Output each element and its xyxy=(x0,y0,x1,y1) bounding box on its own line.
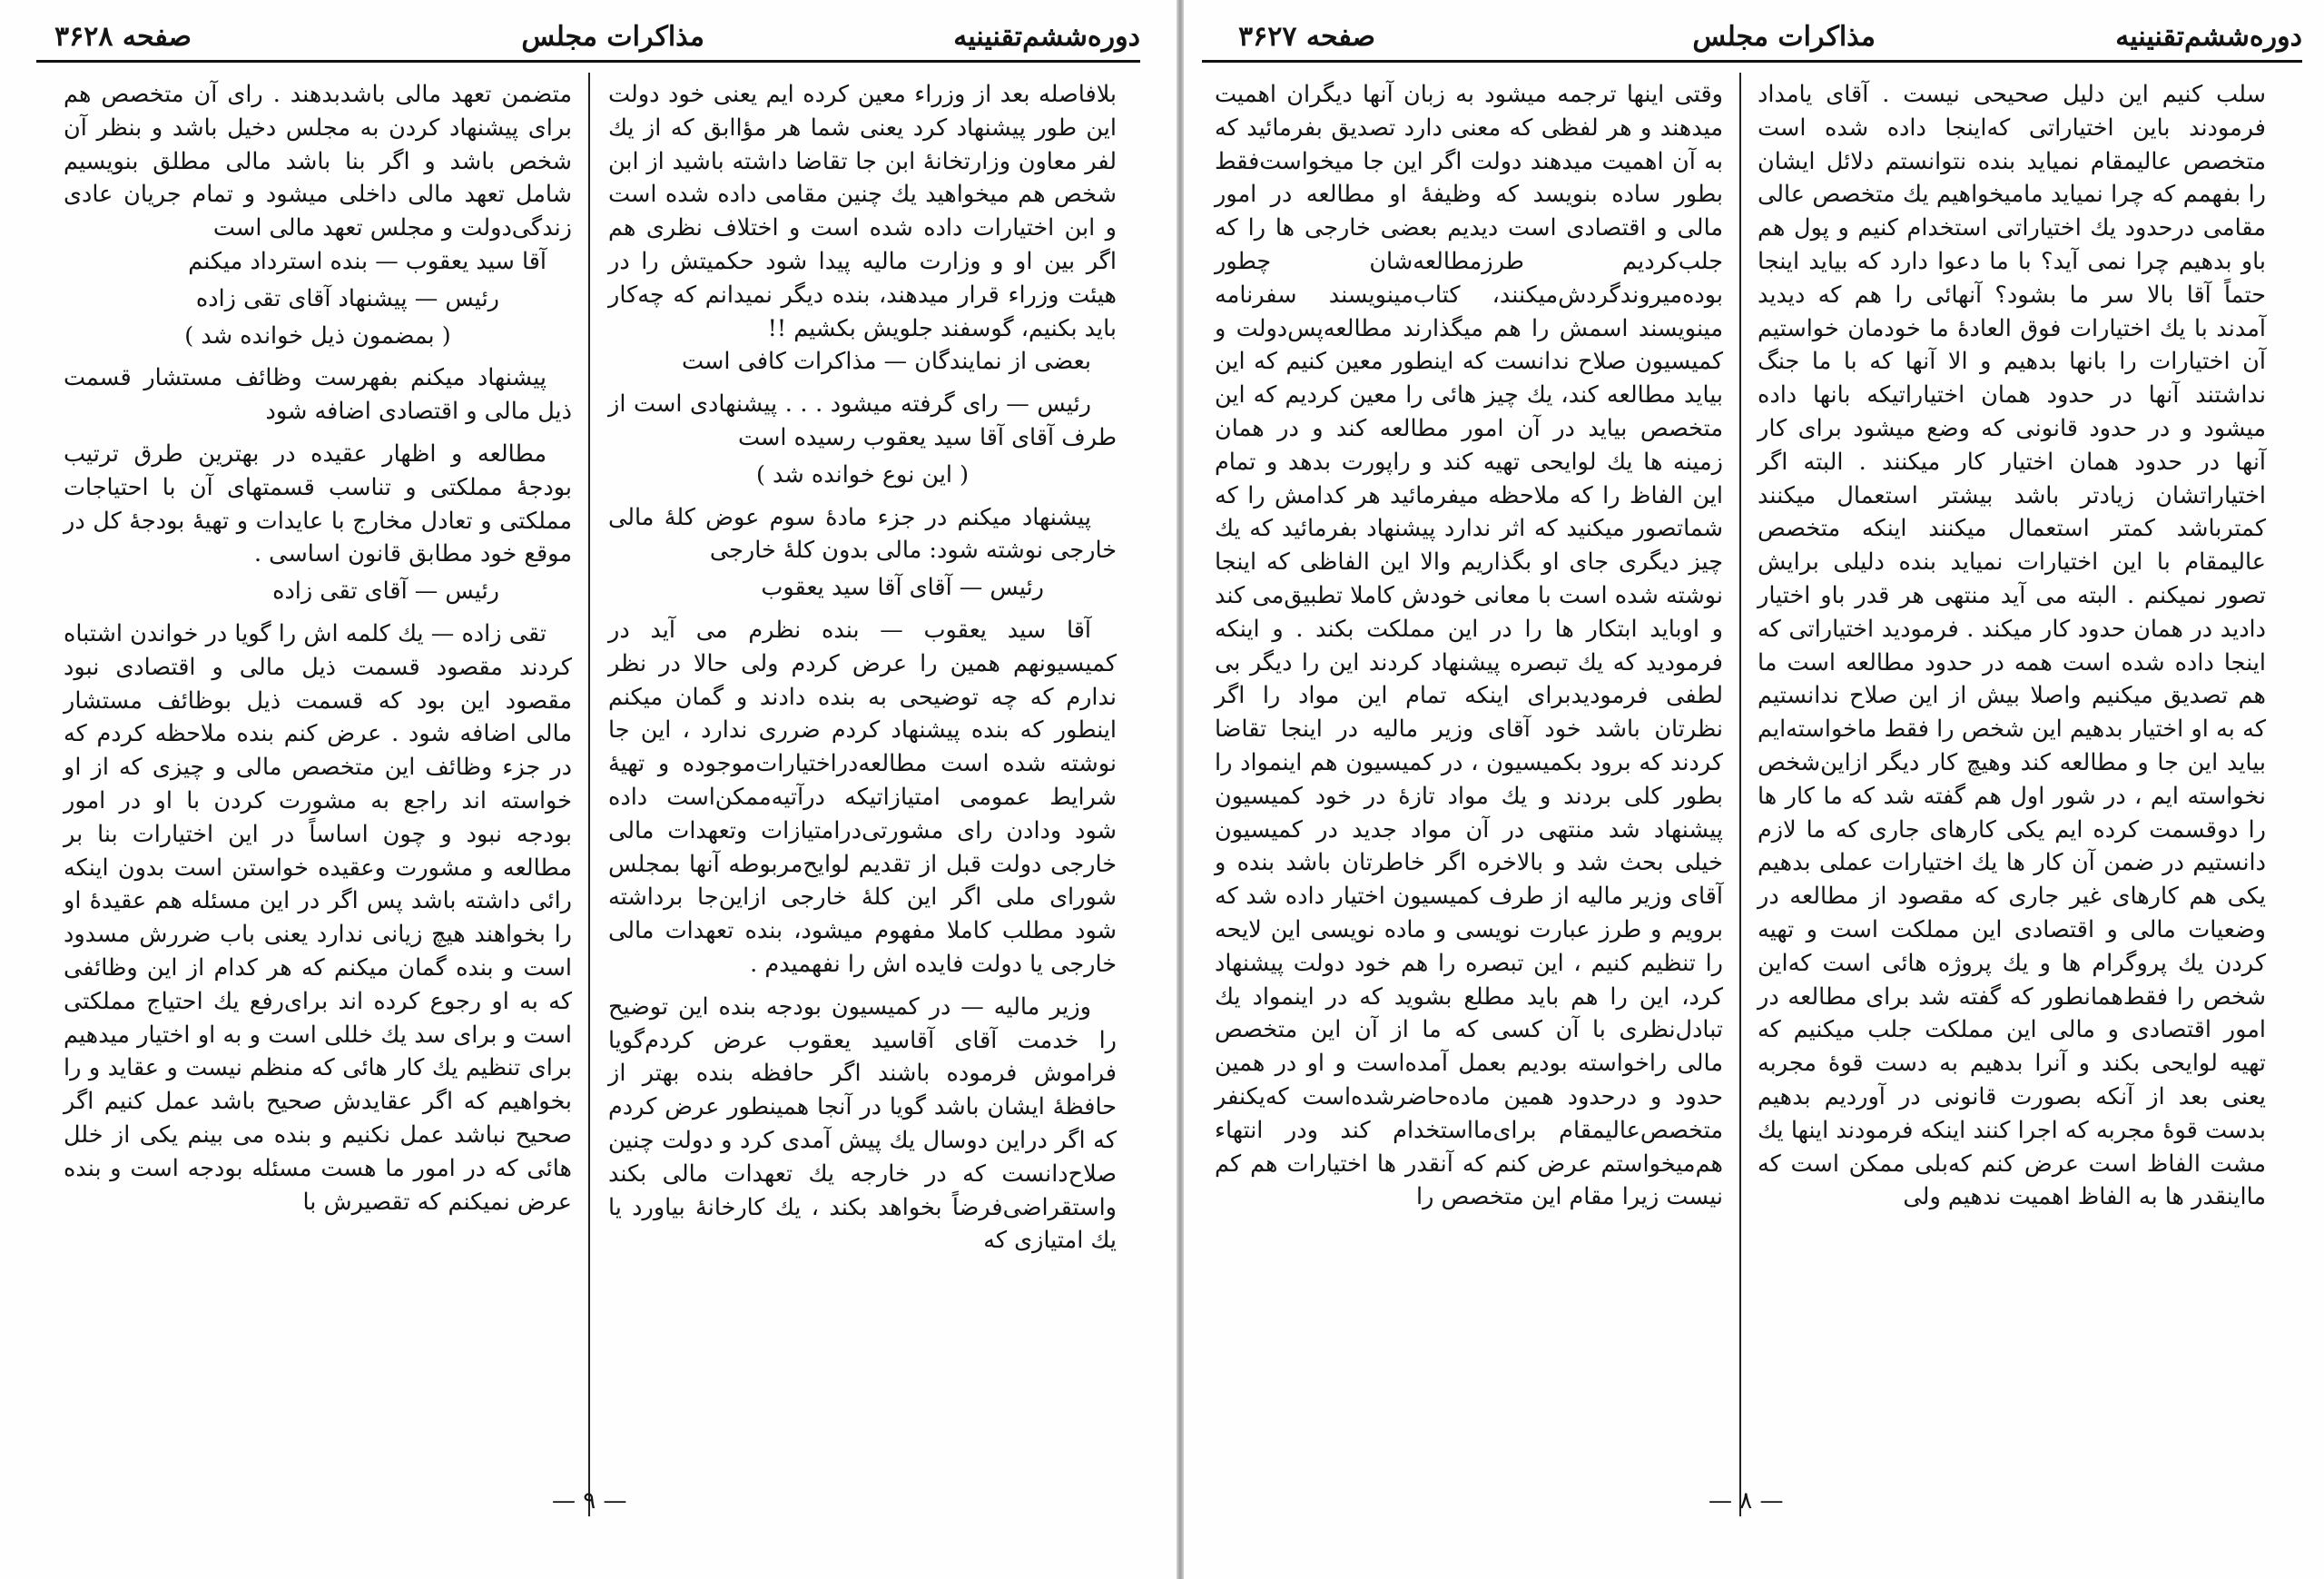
paragraph: رئیس — آقای آقا سید یعقوب xyxy=(761,574,1044,602)
header-rule xyxy=(1202,60,2302,63)
paragraph: متضمن تعهد مالی باشد‌بدهند . رای آن متخصص هم برای پیشنهاد کردن به مجلس دخیل باشد و بنظر آن شخص باشد و اگر بنا باشد مالی مطلق بنویسیم شامل تعهد مالی داخلی میشود و تمام جریان عادی زندگی‌دولت و مجلس تعهد مالی است xyxy=(64,81,572,242)
header-title: مذاکرات مجلس xyxy=(521,21,704,53)
header-period: دوره‌ششم‌تقنینیه xyxy=(2115,21,2302,53)
paragraph: رئیس — آقای تقی زاده xyxy=(272,577,499,606)
header-page-number: صفحه ۳۶۲۷ xyxy=(1238,21,1375,53)
column-left xyxy=(64,78,572,1219)
column-divider xyxy=(588,73,590,1516)
page-footer: — ۹ — xyxy=(552,1487,627,1515)
header-period: دوره‌ششم‌تقنینیه xyxy=(953,21,1140,53)
header-rule xyxy=(36,60,1140,63)
header-page-number: صفحه ۳۶۲۸ xyxy=(54,21,192,53)
paragraph: بلافاصله بعد از وزراء معین کرده ایم یعنی خود دولت این طور پیشنهاد کرد یعنی شما هر مؤاابق که از یك لفر معاون وزارتخانهٔ ابن جا تقاضا داشته باشید از ابن شخص هم میخواهید یك چنین مقامی داده شده است و ابن اختیارات داده شده است و اختلاف نظری هم اگر بین او و وزارت مالیه پیدا شود حکمیتش را در هیئت وزراء قرار میدهند، بنده دیگر نمیدانم که چه‌کار باید بکنیم، گوسفند جلویش بکشیم !! xyxy=(608,81,1118,342)
column-right xyxy=(1758,78,2266,1214)
paragraph: ( این نوع خوانده شد ) xyxy=(755,460,970,489)
paragraph: پیشنهاد میکنم در جزء مادهٔ سوم عوض کلهٔ مالی خارجی نوشته شود: مالی بدون کلهٔ خارجی xyxy=(608,503,1117,565)
book-gutter xyxy=(1177,0,1184,1579)
column-right xyxy=(608,78,1117,1258)
paragraph: رئیس — پیشنهاد آقای تقی زاده xyxy=(195,284,499,312)
page-header xyxy=(1202,16,2302,58)
page-header xyxy=(36,16,1140,58)
paragraph: بعضی از نمایندگان — مذاکرات کافی است xyxy=(682,348,1091,376)
paragraph: پیشنهاد میکنم بفهرست وظائف مستشار قسمت ذیل مالی و اقتصادی اضافه شود xyxy=(64,364,572,426)
paragraph: مطالعه و اظهار عقیده در بهترین طرق ترتیب بودجهٔ مملکتی و تناسب قسمتهای آن با احتیاجات مملکتی و تعادل مخارج با عایدات و تهیهٔ بودجهٔ کل در موقع خود مطابق قانون اساسی . xyxy=(64,439,572,568)
paragraph: وقتی اینها ترجمه میشود به زبان آنها دیگران اهمیت میدهند و هر لفظی که معنی دارد تصدیق بفرمائید که به آن اهمیت میدهند دولت اگر این جا میخواست‌فقط بطور ساده بنویسد که وظیفهٔ او مطالعه در امور مالی و اقتصادی است دیدیم بعضی خارجی ها را که جلب‌کردیم طرزمطالعه‌شان چطور بوده‌میروندگردش‌میکنند، کتاب‌مینویسند سفرنامه مینویسند اسمش را هم میگذارند مطالعه‌پس‌دولت و کمیسیون صلاح ندانست که اینطور معین کنیم که این بیاید مطالعه کند، یك چیز هائی را معین کردیم که این متخصص بیاید در آن امور مطالعه کند و در همان زمینه ها یك لوایحی تهیه کند و راپورت بدهد و تمام این الفاظ را که ملاحظه میفرمائید هر کدامش را که شما‌تصور میکنید که اثر ندارد پیشنهاد بفرمائید که یك چیز دیگری جای او بگذاریم والا این الفاظی که اینجا نوشته شده است با معانی خودش کاملا تطبیق‌می کند و اوباید ابتکار ها را در این مملکت بکند . و اینکه فرمودید که یك تبصره پیشنهاد کردند این را دیگر بی لطفی فرمودید‌برای اینکه تمام این مواد را اگر نظر‌تان باشد خود آقای وزیر مالیه در اینجا تقاضا کردند که برود بکمیسیون ، در کمیسیون هم اینمواد را بطور کلی بردند و یك مواد تازهٔ در خود کمیسیون پیشنهاد شد منتهی در آن مواد جدید در کمیسیون خیلی بحث شد و بالاخره اگر خاطرتان باشد بنده و آقای وزیر مالیه از طرف کمیسیون اختیار داده شد که برویم و طرز عبارت نویسی و ماده نویسی این لایحه را تنظیم کنیم ، این تبصره را هم خود دولت پیشنهاد کرد، این را هم باید مطلع بشوید که در اینمواد یك تبادل‌نظری با آن کسی که ما از آن این متخصص مالی را‌خواسته بودیم بعمل آمده‌است و او در همین حدود و درحدود همین ماده‌حاضرشده‌است که‌یکنفر متخصص‌عالیمقام برای‌مااستخدام کند ودر انتهاء هم‌میخواستم عرض کنم که آنقدر ها اختیارات هم کم نیست زیرا مقام این متخصص را xyxy=(1215,81,1723,1211)
paragraph: آقا سید یعقوب — بنده استرداد میکنم xyxy=(188,247,547,275)
column-left xyxy=(1215,78,1723,1214)
paragraph: وزیر مالیه — در کمیسیون بودجه بنده این توضیح را خدمت آقای آقاسید یعقوب عرض کردم‌گویا فراموش فرموده باشند اگر حافظه بنده بهتر از حافظهٔ ایشان باشد گویا در آنجا همینطور عرض کردم که اگر دراین دوسال یك پیش آمدی کرد و دولت چنین صلاح‌دانست که در خارجه یك تعهدات مالی بکند واستقراضی‌فرضاً بخواهد بکند ، یك کارخانهٔ بیاورد یا یك امتیازی که xyxy=(608,992,1117,1255)
right-page xyxy=(1184,0,2324,1579)
paragraph: ( بمضمون ذیل خوانده شد ) xyxy=(184,321,451,350)
paragraph: رئیس — رای گرفته میشود . . . پیشنهادی است از طرف آقای آقا سید یعقوب رسیده است xyxy=(608,390,1117,451)
paragraph: تقی زاده — یك کلمه اش را گویا در خواندن اشتباه کردند مقصود قسمت ذیل مالی و اقتصادی نبود مقصود این بود که قسمت ذیل بوظائف مستشار مالی اضافه شود . عرض کنم بنده ملاحظه کردم که در جزء وظائف این متخصص مالی و چیزی که از او خواسته اند راجع به مشورت کردن با او در امور بودجه نبود و چون اساساً در این اختیارات بنا بر مطالعه و مشورت وعقیده خواستن است بدون اینکه رائی داشته باشد پس اگر در این مسئله هم عقیدهٔ او را بخواهند هیچ زیانی ندارد یعنی باب ضررش مسدود است و بنده گمان میکنم که هر کدام از این وظائفی که به او رجوع کرده اند برای‌رفع یك احتیاج مملکتی است و برای سد یك خللی است و به او اختیار میدهیم برای تنظیم یك کار هائی که منظم نیست و عقاید و را بخواهیم که اگر عقایدش صحیح باشد عمل کنیم اگر صحیح نباشد عمل نکنیم و بنده می بینم یکی از خلل هائی که در امور ما هست مسئله بودجه است و بنده عرض نمیکنم که تقصیرش با xyxy=(64,619,572,1216)
header-title: مذاکرات مجلس xyxy=(1692,21,1876,53)
paragraph: سلب کنیم این دلیل صحیحی نیست . آقای یامداد فرمودند باین اختیاراتی که‌اینجا داده شده است متخصص عالیمقام نمیاید بنده نتوانستم دلائل ایشان را بفهمم که چرا نمیاید مامیخواهیم یك متخصص عالی مقامی درحدود یك اختیاراتی استخدام کنیم و پول هم باو بدهیم چرا نمی آید؟ با ما دعوا دارد که بیاید اینجا حتماً آقا بالا سر ما بشود؟ آنهائی را هم که دیدید آمدند با یك اختیارات فوق العادهٔ ما خودمان خواستیم آن اختیارات را بانها بدهیم و الا آنها که با ما جنگ نداشتند آنها در حدود همان اختیاراتیکه بانها داده میشود و در حدود قانونی که وضع میشود برای کار آنها در حدود همان اختیار کار میکنند . البته اگر اختیاراتشان زیادتر باشد بیشتر استعمال میکنند کمترباشد کمتر استعمال میکنند اینکه متخصص عالیمقام با این اختیارات نمیاید بنده دلیلی برایش تصور نمیکنم . البته می آید منتهی هر قدر باو اختیار دادید در همان حدود کار میکند . فرمودید اختیاراتی که اینجا داده شده است همه در حدود مطالعه است ما هم تصدیق میکنیم واصلا بیش از این صلاح ندانستیم که به او اختیار بدهیم این شخص را فقط ماخواسته‌ایم بیاید این جا و مطالعه کند وهیچ کار دیگر ازاین‌شخص نخواسته ایم ، در شور اول هم گفته شد که ما کار ها را دوقسمت کرده ایم یکی کارهای جاری که ما لازم دانستیم در ضمن آن کار ها یك اختیارات عملی بدهیم یکی هم کارهای غیر جاری که مقصود از مطالعه در وضعیات مالی و اقتصادی این مملکت است و تهیه کردن یك پروگرام ها و یك پروژه هائی است که‌این شخص را فقط‌همانطور که گفته شد برای مطالعه در امور اقتصادی و مالی این مملکت جلب میکنیم که تهیه لوایحی بکند و آنرا بدهیم به دست قوهٔ مجربه یعنی بعد از آنکه بصورت قانونی در آوردیم بدهیم بدست قوهٔ مجربه که اجرا کنند اینکه فرمودند اینها یك مشت الفاظ است عرض کنم که‌بلی ممکن است که ما‌اینقدر ها به الفاظ اهمیت ندهیم ولی xyxy=(1758,81,2266,1211)
page-footer: — ۸ — xyxy=(1709,1487,1784,1515)
paragraph: آقا سید یعقوب — بنده نظرم می آید در کمیسیونهم همین را عرض کردم ولی حالا در نظر ندارم که چه توضیحی به بنده دادند و گمان میکنم اینطور که بنده پیشنهاد کردم ضرری ندارد ، این جا نوشته شده است مطالعه‌درا‌ختیارات‌موجوده و تهیهٔ شرایط عمومی امتیازاتیکه درآتیه‌ممکن‌است داده شود ودادن رای مشورتی‌درامتیازات وتعهدات مالی خارجی دولت قبل از تقدیم لوایح‌مربوطه آنها بمجلس شورای ملی اگر این کلهٔ خارجی ازاین‌جا برداشته شود مطلب کاملا مفهوم میشود، بنده تعهدات مالی خارجی یا دولت فایده اش را نفهمیدم . xyxy=(608,616,1117,978)
column-divider xyxy=(1739,73,1741,1516)
